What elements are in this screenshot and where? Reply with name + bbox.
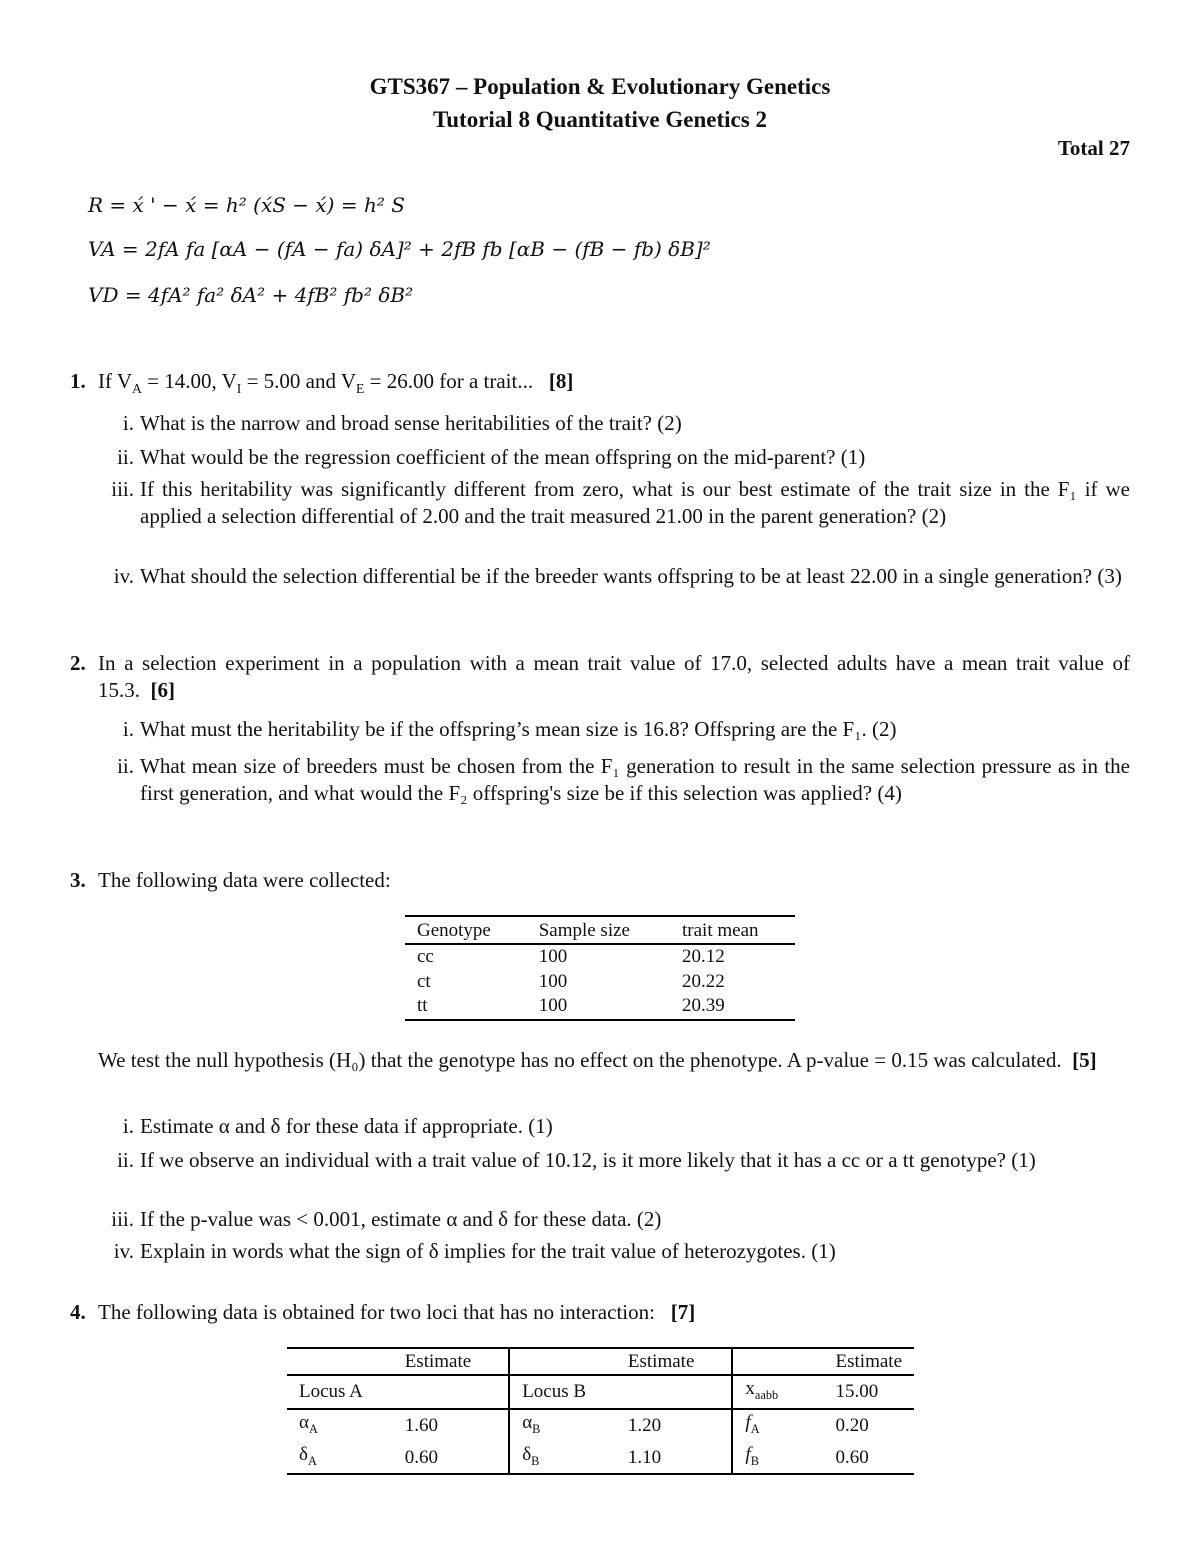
table-cell: 100 bbox=[538, 970, 568, 992]
table-cell: 1.10 bbox=[627, 1446, 662, 1468]
question-1-part-i: i. What is the narrow and broad sense heritabilities of the trait? (2) bbox=[122, 411, 682, 435]
question-stem: If $V_A = 14.00$, $V_I = 5.00$ and $V_E = 26.00$ for a trait... [8] bbox=[98, 369, 574, 397]
table-cell: 1.20 bbox=[627, 1415, 662, 1437]
question-3 bbox=[70, 867, 1130, 894]
table-cell: $f_B$ bbox=[732, 1442, 823, 1475]
question-marks: [8] bbox=[548, 369, 574, 393]
question-number: 4. bbox=[70, 1300, 86, 1324]
table-cell: $f_A$ bbox=[732, 1409, 823, 1442]
table-cell: 20.12 bbox=[682, 946, 725, 967]
table-cell: $\alpha_B$ bbox=[509, 1409, 616, 1442]
question-marks: [7] bbox=[670, 1300, 696, 1324]
question-stem: In a selection experiment in a population with a mean trait value of 17.0, selected adults have a mean trait value of 15.3. [6] bbox=[98, 651, 1130, 702]
table-cell: $\delta_A$ bbox=[299, 1443, 317, 1468]
course-title: GTS367 – Population & Evolutionary Genetics bbox=[369, 74, 831, 99]
table-cell: 15.00 bbox=[824, 1375, 914, 1409]
table-cell: 20.22 bbox=[682, 970, 725, 992]
question-3-part-i: i. Estimate α and δ for these data if appropriate. (1) bbox=[122, 1114, 553, 1138]
question-stem: The following data is obtained for two loci that has no interaction: [7] bbox=[98, 1300, 696, 1324]
column-header: Estimate bbox=[824, 1348, 914, 1375]
question-number: 3. bbox=[70, 868, 86, 892]
question-1-part-iii: iii. If this heritability was significantly different from zero, what is our best estimate of the trait size in the F₁ if we applied a selection differential of 2.00 and the trait measured 21.00 in the parent generation? (2) bbox=[111, 477, 1130, 528]
table-cell: ct bbox=[417, 970, 431, 992]
table-row bbox=[405, 970, 795, 995]
column-header: trait mean bbox=[670, 916, 795, 944]
question-3-paragraph: We test the null hypothesis (H₀) that the genotype has no effect on the phenotype. A p-value = 0.15 was calculated. [5] bbox=[98, 1048, 1097, 1072]
question-2-part-i: i. What must the heritability be if the offspring’s mean size is 16.8? Offspring are the F₁. (2) bbox=[122, 717, 897, 741]
additive-variance-equation: VA = 2fA fa [αA − (fA − fa) δA]² + 2fB fb [αB − (fB − fb) δB]² bbox=[88, 237, 711, 261]
table-cell: cc bbox=[417, 946, 434, 967]
two-loci-table bbox=[287, 1347, 914, 1475]
table-row bbox=[287, 1442, 914, 1475]
column-header: Genotype bbox=[405, 916, 527, 944]
table-cell: $\alpha_A$ bbox=[299, 1411, 318, 1436]
question-number: 2. bbox=[70, 651, 86, 675]
table-cell: 0.60 bbox=[835, 1446, 869, 1468]
table-row bbox=[287, 1375, 914, 1409]
response-equation: R = x́ ' − x́ = h² (x́S − x́) = h² S bbox=[88, 193, 405, 217]
xaabb-label: $x_{aabb}$ bbox=[732, 1375, 823, 1409]
question-3-part-iv: iv. Explain in words what the sign of δ implies for the trait value of heterozygotes. (1) bbox=[113, 1239, 836, 1263]
question-3-part-ii: ii. If we observe an individual with a trait value of 10.12, is it more likely that it has a cc or a tt genotype? (1) bbox=[117, 1148, 1036, 1172]
table-row bbox=[287, 1409, 914, 1442]
column-header: Sample size bbox=[527, 916, 670, 944]
locus-a-label: Locus A bbox=[287, 1375, 393, 1409]
table-cell: 100 bbox=[538, 995, 568, 1016]
column-header: Estimate bbox=[616, 1348, 733, 1375]
dominance-variance-equation: VD = 4fA² fa² δA² + 4fB² fb² δB² bbox=[88, 283, 414, 307]
column-header: Estimate bbox=[393, 1348, 510, 1375]
total-marks: Total 27 bbox=[1057, 136, 1130, 160]
table-cell: 20.39 bbox=[682, 995, 725, 1016]
table-cell: 100 bbox=[538, 946, 568, 967]
question-number: 1. bbox=[70, 369, 86, 393]
tutorial-title: Tutorial 8 Quantitative Genetics 2 bbox=[433, 107, 767, 132]
question-1 bbox=[70, 368, 1130, 402]
question-4 bbox=[70, 1299, 1130, 1326]
question-1-part-iv: iv. What should the selection differential be if the breeder wants offspring to be at least 22.00 in a single generation? (3) bbox=[113, 564, 1122, 588]
question-2 bbox=[70, 650, 1130, 704]
table-row bbox=[405, 994, 795, 1020]
question-1-part-ii: ii. What would be the regression coefficient of the mean offspring on the mid-parent? (1) bbox=[117, 445, 866, 469]
table-cell: tt bbox=[417, 995, 428, 1016]
question-marks: [5] bbox=[1072, 1048, 1097, 1072]
table-cell: $\delta_B$ bbox=[509, 1442, 616, 1475]
question-2-part-ii: ii. What mean size of breeders must be chosen from the F₁ generation to result in the same selection pressure as in the first generation, and what would the F₂ offspring's size be if this selection was applied? (4) bbox=[117, 754, 1130, 805]
question-3-part-iii: iii. If the p-value was < 0.001, estimate α and δ for these data. (2) bbox=[111, 1207, 662, 1231]
table-header-row bbox=[405, 916, 795, 944]
table-cell: 0.60 bbox=[404, 1446, 438, 1468]
table-header-row bbox=[287, 1348, 914, 1375]
question-marks: [6] bbox=[150, 678, 175, 702]
locus-b-label: Locus B bbox=[509, 1375, 616, 1409]
table-cell: 0.20 bbox=[835, 1415, 869, 1437]
table-cell: 1.60 bbox=[404, 1415, 438, 1437]
genotype-data-table bbox=[405, 915, 795, 1021]
table-row bbox=[405, 944, 795, 970]
question-stem: The following data were collected: bbox=[98, 868, 391, 892]
